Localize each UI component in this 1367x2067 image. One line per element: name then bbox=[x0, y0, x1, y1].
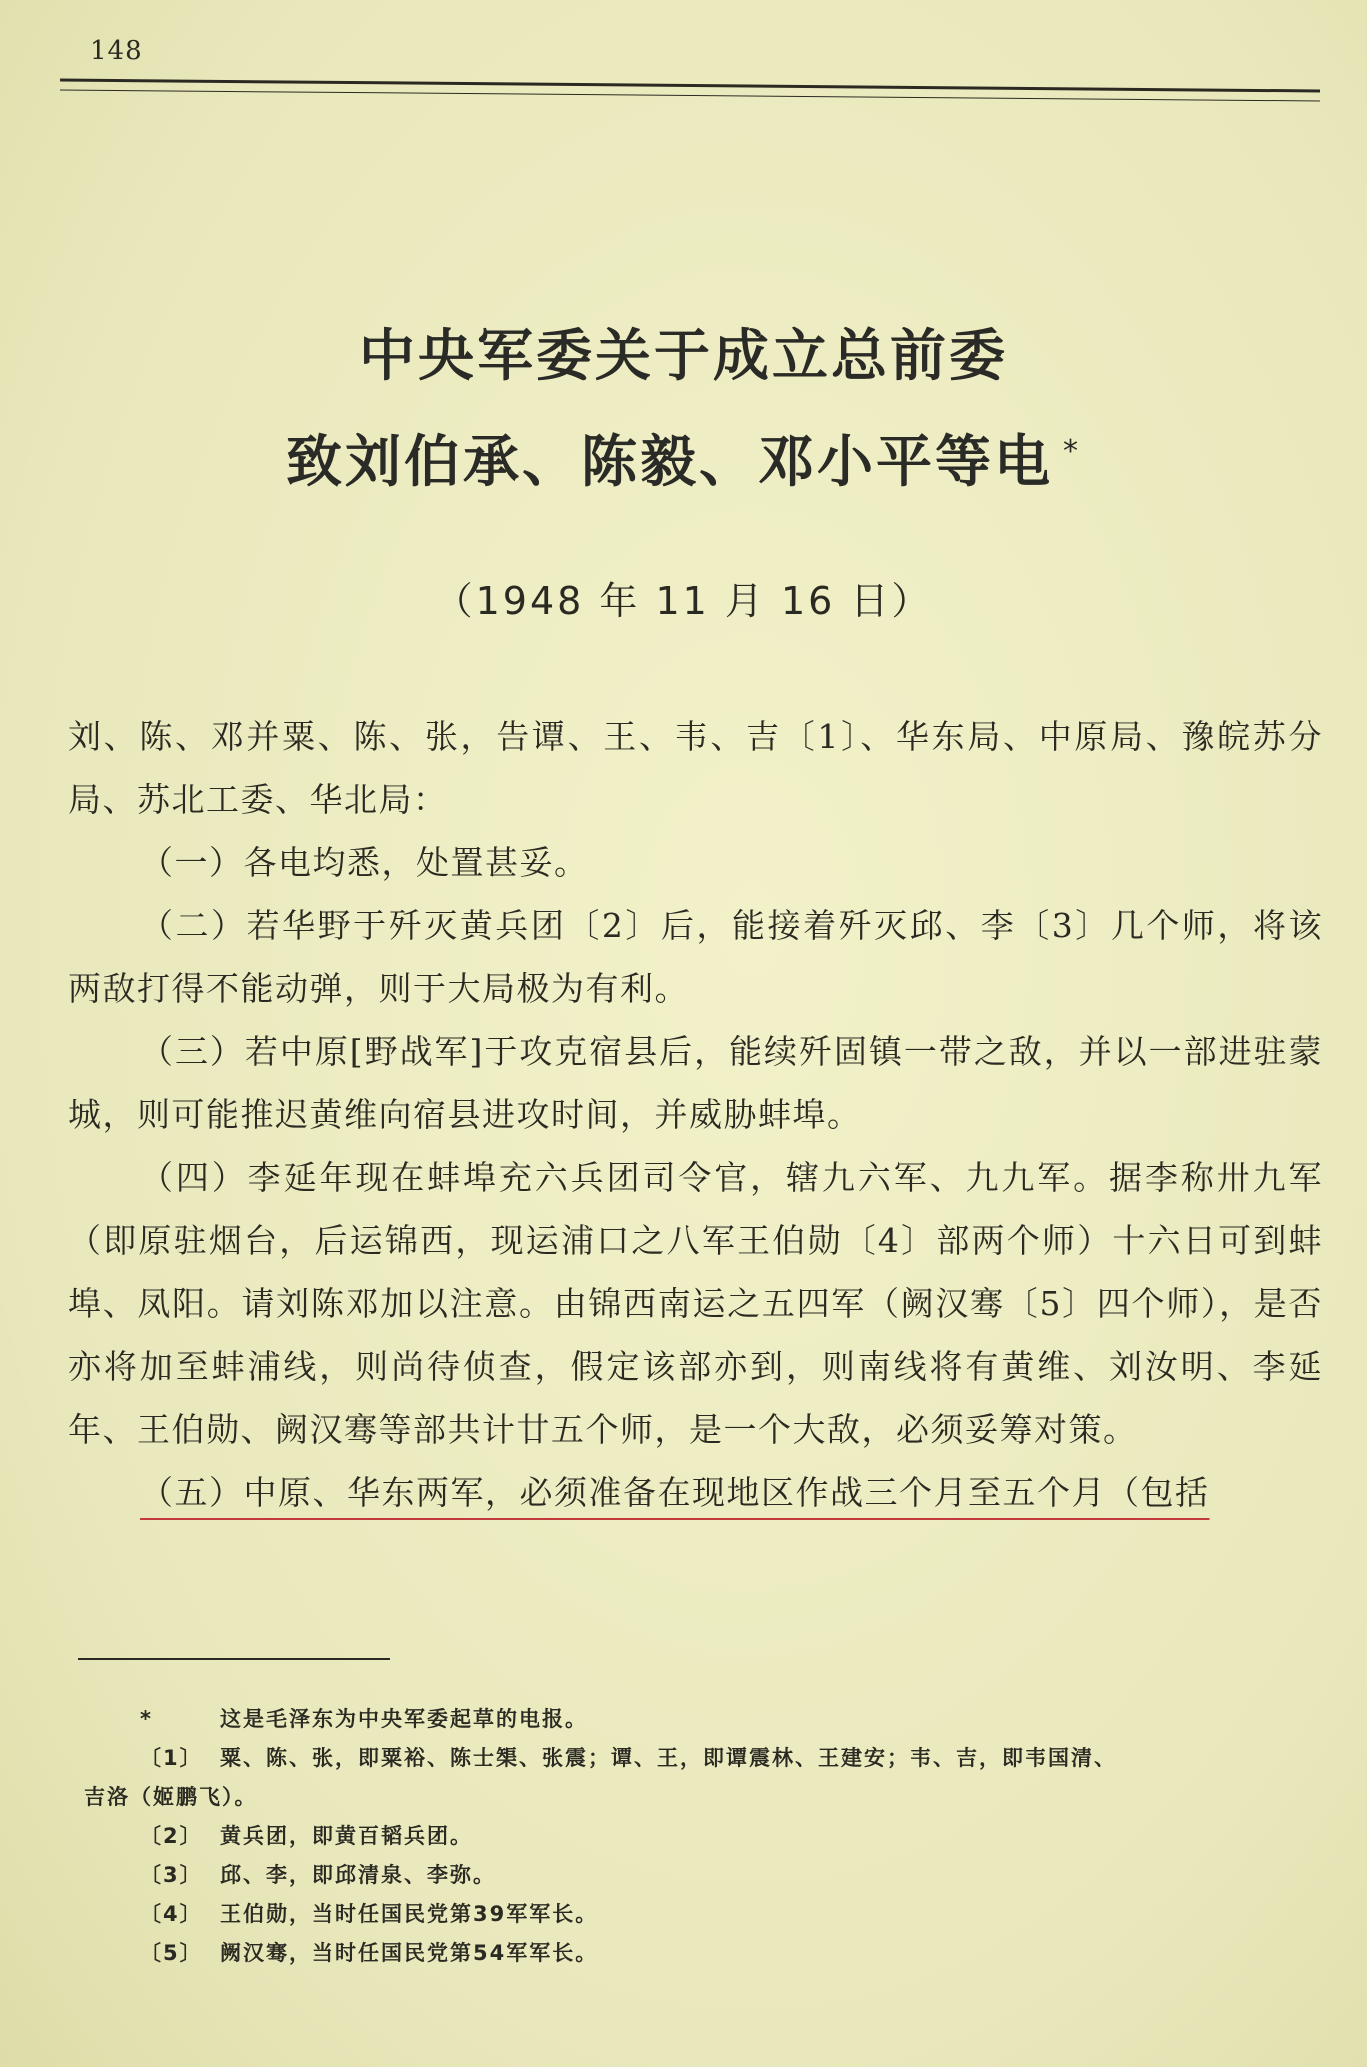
document-title-line-2 bbox=[0, 418, 1367, 498]
footnote-marker: 〔3〕 bbox=[140, 1863, 203, 1887]
title-line-2-text: 致刘伯承、陈毅、邓小平等电 bbox=[286, 430, 1053, 495]
document-title-line-1: 中央军委关于成立总前委 bbox=[359, 324, 1008, 389]
footnote-marker: 〔2〕 bbox=[140, 1824, 203, 1848]
footnote-text: 这是毛泽东为中央军委起草的电报。 bbox=[220, 1707, 588, 1731]
footnote-text: 粟、陈、张，即粟裕、陈士榘、张震；谭、王，即谭震林、王建安；韦、吉，即韦国清、 bbox=[220, 1746, 1117, 1770]
footnote-marker: * bbox=[140, 1707, 153, 1731]
footnote-row bbox=[80, 1739, 1330, 1778]
page-number: 148 bbox=[90, 36, 143, 66]
footnote-text: 阙汉骞，当时任国民党第54军军长。 bbox=[220, 1941, 599, 1965]
footnote-row bbox=[80, 1817, 1330, 1856]
footnote-row bbox=[80, 1934, 1330, 1973]
footnote-marker: 〔1〕 bbox=[140, 1746, 203, 1770]
footnote-rule bbox=[78, 1658, 390, 1660]
title-footnote-marker: * bbox=[1063, 434, 1081, 470]
document-date: （1948 年 11 月 16 日） bbox=[434, 579, 933, 623]
footnote-row bbox=[80, 1856, 1330, 1895]
footnote-text: 王伯勋，当时任国民党第39军军长。 bbox=[220, 1902, 599, 1926]
footnote-text: 邱、李，即邱清泉、李弥。 bbox=[220, 1863, 496, 1887]
paragraph-3: （三）若中原[野战军]于攻克宿县后，能续歼固镇一带之敌，并以一部进驻蒙城，则可能推迟黄维向宿县进攻时间，并威胁蚌埠。 bbox=[68, 1032, 1323, 1134]
header-rule bbox=[60, 79, 1320, 102]
paragraph-2: （二）若华野于歼灭黄兵团〔2〕后，能接着歼灭邱、李〔3〕几个师，将该两敌打得不能动弹，则于大局极为有利。 bbox=[68, 906, 1323, 1008]
footnote-row bbox=[80, 1895, 1330, 1934]
footnote-marker: 〔4〕 bbox=[140, 1902, 203, 1926]
footnote-continuation: 吉洛（姬鹏飞）。 bbox=[84, 1785, 258, 1809]
paragraph-5-underlined: （五）中原、华东两军，必须准备在现地区作战三个月至五个月（包括 bbox=[140, 1473, 1210, 1512]
footnote-marker: 〔5〕 bbox=[140, 1941, 203, 1965]
addressee-paragraph: 刘、陈、邓并粟、陈、张，告谭、王、韦、吉〔1〕、华东局、中原局、豫皖苏分局、苏北工委、华北局： bbox=[68, 717, 1323, 819]
footnote-text: 黄兵团，即黄百韬兵团。 bbox=[220, 1824, 473, 1848]
paragraph-1: （一）各电均悉，处置甚妥。 bbox=[140, 843, 589, 882]
footnotes bbox=[80, 1700, 1330, 1973]
paragraph-4: （四）李延年现在蚌埠充六兵团司令官，辖九六军、九九军。据李称卅九军（即原驻烟台，后运锦西，现运浦口之八军王伯勋〔4〕部两个师）十六日可到蚌埠、凤阳。请刘陈邓加以注意。由锦西南运之五四军（阙汉骞〔5〕四个师），是否亦将加至蚌浦线，则尚待侦查，假定该部亦到，则南线将有黄维、刘汝明、李延年、王伯勋、阙汉骞等部共计廿五个师，是一个大敌，必须妥筹对策。 bbox=[68, 1158, 1323, 1449]
paragraph-5 bbox=[68, 1461, 1323, 1524]
footnote-row bbox=[80, 1700, 1330, 1739]
document-body bbox=[68, 705, 1323, 1524]
